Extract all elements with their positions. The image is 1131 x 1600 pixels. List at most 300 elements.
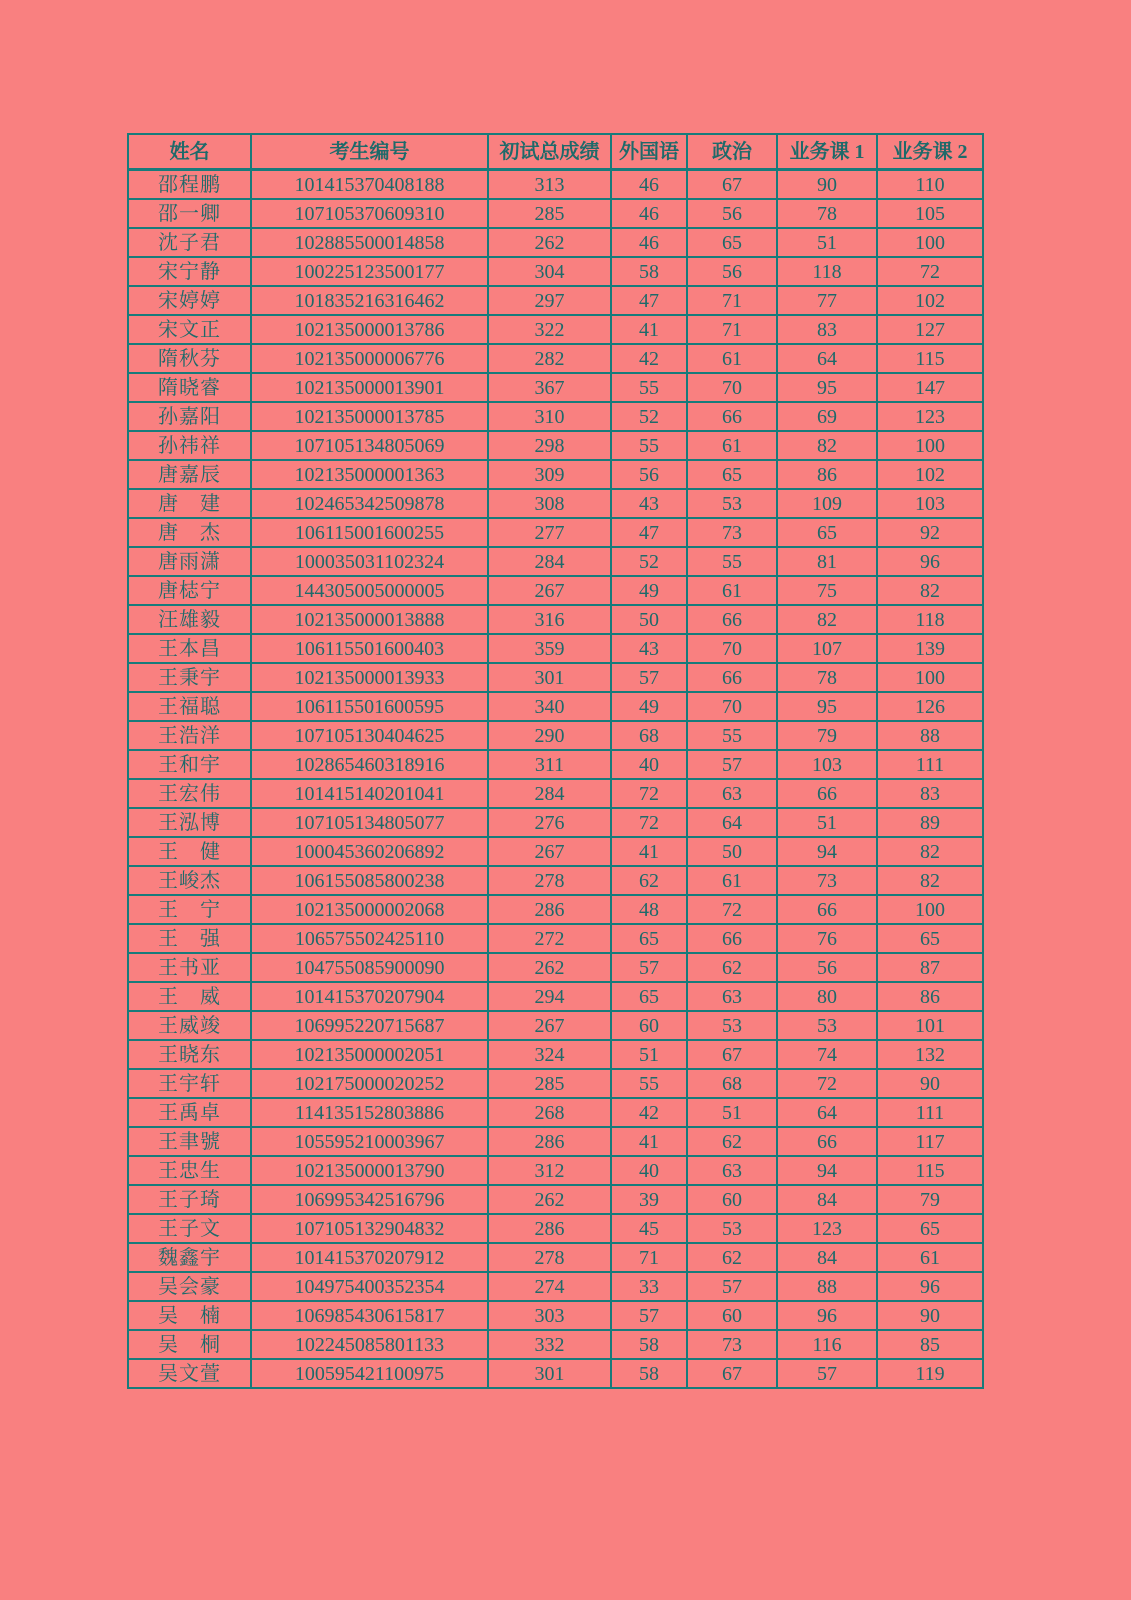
student-name: 王和宇 bbox=[128, 750, 251, 779]
candidate-number: 106985430615817 bbox=[251, 1301, 488, 1330]
foreign-language-score: 55 bbox=[611, 1069, 687, 1098]
student-name: 吴文萱 bbox=[128, 1359, 251, 1388]
total-score: 303 bbox=[488, 1301, 611, 1330]
subject1-score: 94 bbox=[777, 837, 877, 866]
total-score: 304 bbox=[488, 257, 611, 286]
foreign-language-score: 60 bbox=[611, 1011, 687, 1040]
politics-score: 63 bbox=[687, 779, 777, 808]
total-score: 298 bbox=[488, 431, 611, 460]
subject1-score: 56 bbox=[777, 953, 877, 982]
total-score: 290 bbox=[488, 721, 611, 750]
politics-score: 71 bbox=[687, 286, 777, 315]
subject2-score: 96 bbox=[877, 1272, 983, 1301]
student-name: 王峻杰 bbox=[128, 866, 251, 895]
foreign-language-score: 56 bbox=[611, 460, 687, 489]
subject2-score: 82 bbox=[877, 576, 983, 605]
subject1-score: 107 bbox=[777, 634, 877, 663]
politics-score: 67 bbox=[687, 1040, 777, 1069]
student-name: 王 健 bbox=[128, 837, 251, 866]
student-name: 宋文正 bbox=[128, 315, 251, 344]
total-score: 332 bbox=[488, 1330, 611, 1359]
student-name: 王子文 bbox=[128, 1214, 251, 1243]
student-name: 王秉宇 bbox=[128, 663, 251, 692]
candidate-number: 104975400352354 bbox=[251, 1272, 488, 1301]
foreign-language-score: 46 bbox=[611, 228, 687, 257]
table-row bbox=[128, 1185, 983, 1214]
subject2-score: 100 bbox=[877, 895, 983, 924]
foreign-language-score: 55 bbox=[611, 431, 687, 460]
candidate-number: 114135152803886 bbox=[251, 1098, 488, 1127]
foreign-language-score: 41 bbox=[611, 837, 687, 866]
table-row bbox=[128, 170, 983, 200]
table-row bbox=[128, 721, 983, 750]
politics-score: 57 bbox=[687, 1272, 777, 1301]
total-score: 286 bbox=[488, 1127, 611, 1156]
table-row bbox=[128, 1069, 983, 1098]
table-row bbox=[128, 837, 983, 866]
candidate-number: 101415140201041 bbox=[251, 779, 488, 808]
foreign-language-score: 48 bbox=[611, 895, 687, 924]
politics-score: 66 bbox=[687, 663, 777, 692]
foreign-language-score: 52 bbox=[611, 402, 687, 431]
subject2-score: 86 bbox=[877, 982, 983, 1011]
subject1-score: 95 bbox=[777, 373, 877, 402]
student-name: 王泓博 bbox=[128, 808, 251, 837]
total-score: 316 bbox=[488, 605, 611, 634]
table-row bbox=[128, 547, 983, 576]
total-score: 310 bbox=[488, 402, 611, 431]
subject2-score: 82 bbox=[877, 837, 983, 866]
total-score: 322 bbox=[488, 315, 611, 344]
politics-score: 62 bbox=[687, 1127, 777, 1156]
candidate-number: 106115501600403 bbox=[251, 634, 488, 663]
politics-score: 70 bbox=[687, 692, 777, 721]
politics-score: 56 bbox=[687, 257, 777, 286]
politics-score: 55 bbox=[687, 547, 777, 576]
subject1-score: 66 bbox=[777, 1127, 877, 1156]
politics-score: 64 bbox=[687, 808, 777, 837]
subject1-score: 90 bbox=[777, 170, 877, 200]
table-row bbox=[128, 1272, 983, 1301]
candidate-number: 107105370609310 bbox=[251, 199, 488, 228]
table-row bbox=[128, 634, 983, 663]
politics-score: 66 bbox=[687, 924, 777, 953]
candidate-number: 102865460318916 bbox=[251, 750, 488, 779]
subject1-score: 53 bbox=[777, 1011, 877, 1040]
total-score: 285 bbox=[488, 199, 611, 228]
subject2-score: 123 bbox=[877, 402, 983, 431]
foreign-language-score: 49 bbox=[611, 576, 687, 605]
subject1-score: 81 bbox=[777, 547, 877, 576]
subject2-score: 118 bbox=[877, 605, 983, 634]
foreign-language-score: 47 bbox=[611, 286, 687, 315]
subject1-score: 116 bbox=[777, 1330, 877, 1359]
subject2-score: 72 bbox=[877, 257, 983, 286]
table-header bbox=[128, 134, 983, 170]
foreign-language-score: 72 bbox=[611, 808, 687, 837]
politics-score: 70 bbox=[687, 373, 777, 402]
foreign-language-score: 57 bbox=[611, 1301, 687, 1330]
table-row bbox=[128, 460, 983, 489]
table-row bbox=[128, 1011, 983, 1040]
student-name: 沈子君 bbox=[128, 228, 251, 257]
politics-score: 61 bbox=[687, 866, 777, 895]
candidate-number: 144305005000005 bbox=[251, 576, 488, 605]
subject2-score: 102 bbox=[877, 460, 983, 489]
subject1-score: 51 bbox=[777, 808, 877, 837]
candidate-number: 101415370408188 bbox=[251, 170, 488, 200]
politics-score: 60 bbox=[687, 1185, 777, 1214]
student-name: 宋宁静 bbox=[128, 257, 251, 286]
student-name: 唐 杰 bbox=[128, 518, 251, 547]
politics-score: 50 bbox=[687, 837, 777, 866]
politics-score: 72 bbox=[687, 895, 777, 924]
politics-score: 61 bbox=[687, 576, 777, 605]
foreign-language-score: 57 bbox=[611, 953, 687, 982]
subject1-score: 96 bbox=[777, 1301, 877, 1330]
subject1-score: 103 bbox=[777, 750, 877, 779]
candidate-number: 100225123500177 bbox=[251, 257, 488, 286]
student-name: 隋秋芬 bbox=[128, 344, 251, 373]
politics-score: 66 bbox=[687, 402, 777, 431]
foreign-language-score: 58 bbox=[611, 257, 687, 286]
candidate-number: 102135000006776 bbox=[251, 344, 488, 373]
foreign-language-score: 65 bbox=[611, 982, 687, 1011]
foreign-language-score: 40 bbox=[611, 1156, 687, 1185]
foreign-language-score: 65 bbox=[611, 924, 687, 953]
foreign-language-score: 68 bbox=[611, 721, 687, 750]
politics-score: 65 bbox=[687, 228, 777, 257]
subject1-score: 82 bbox=[777, 605, 877, 634]
politics-score: 61 bbox=[687, 344, 777, 373]
subject2-score: 132 bbox=[877, 1040, 983, 1069]
subject2-score: 90 bbox=[877, 1301, 983, 1330]
subject2-score: 61 bbox=[877, 1243, 983, 1272]
candidate-number: 106155085800238 bbox=[251, 866, 488, 895]
student-name: 王书亚 bbox=[128, 953, 251, 982]
politics-score: 53 bbox=[687, 1011, 777, 1040]
subject2-score: 90 bbox=[877, 1069, 983, 1098]
table-row bbox=[128, 576, 983, 605]
candidate-number: 102135000013785 bbox=[251, 402, 488, 431]
subject1-score: 94 bbox=[777, 1156, 877, 1185]
foreign-language-score: 46 bbox=[611, 199, 687, 228]
table-row bbox=[128, 1214, 983, 1243]
subject2-score: 101 bbox=[877, 1011, 983, 1040]
politics-score: 53 bbox=[687, 489, 777, 518]
student-name: 魏鑫宇 bbox=[128, 1243, 251, 1272]
candidate-number: 102135000002051 bbox=[251, 1040, 488, 1069]
candidate-number: 102135000013901 bbox=[251, 373, 488, 402]
student-name: 隋晓睿 bbox=[128, 373, 251, 402]
total-score: 284 bbox=[488, 547, 611, 576]
subject2-score: 147 bbox=[877, 373, 983, 402]
total-score: 272 bbox=[488, 924, 611, 953]
subject2-score: 117 bbox=[877, 1127, 983, 1156]
student-name: 唐雨潇 bbox=[128, 547, 251, 576]
candidate-number: 102175000020252 bbox=[251, 1069, 488, 1098]
table-row bbox=[128, 286, 983, 315]
student-name: 王宏伟 bbox=[128, 779, 251, 808]
politics-score: 60 bbox=[687, 1301, 777, 1330]
subject2-score: 115 bbox=[877, 1156, 983, 1185]
subject1-score: 69 bbox=[777, 402, 877, 431]
column-header-name: 姓名 bbox=[128, 134, 251, 170]
student-name: 王浩洋 bbox=[128, 721, 251, 750]
subject2-score: 111 bbox=[877, 750, 983, 779]
student-name: 王子琦 bbox=[128, 1185, 251, 1214]
total-score: 301 bbox=[488, 1359, 611, 1388]
subject1-score: 64 bbox=[777, 1098, 877, 1127]
subject2-score: 88 bbox=[877, 721, 983, 750]
politics-score: 71 bbox=[687, 315, 777, 344]
candidate-number: 102135000013786 bbox=[251, 315, 488, 344]
total-score: 278 bbox=[488, 866, 611, 895]
politics-score: 51 bbox=[687, 1098, 777, 1127]
foreign-language-score: 58 bbox=[611, 1330, 687, 1359]
candidate-number: 107105130404625 bbox=[251, 721, 488, 750]
foreign-language-score: 57 bbox=[611, 663, 687, 692]
table-body bbox=[128, 170, 983, 1389]
student-name: 吴 桐 bbox=[128, 1330, 251, 1359]
total-score: 277 bbox=[488, 518, 611, 547]
subject1-score: 73 bbox=[777, 866, 877, 895]
subject2-score: 83 bbox=[877, 779, 983, 808]
candidate-number: 104755085900090 bbox=[251, 953, 488, 982]
subject2-score: 92 bbox=[877, 518, 983, 547]
candidate-number: 106995220715687 bbox=[251, 1011, 488, 1040]
subject1-score: 82 bbox=[777, 431, 877, 460]
politics-score: 57 bbox=[687, 750, 777, 779]
column-header-foreign-language: 外国语 bbox=[611, 134, 687, 170]
total-score: 262 bbox=[488, 953, 611, 982]
subject1-score: 66 bbox=[777, 779, 877, 808]
politics-score: 62 bbox=[687, 1243, 777, 1272]
student-name: 王 宁 bbox=[128, 895, 251, 924]
politics-score: 56 bbox=[687, 199, 777, 228]
subject2-score: 82 bbox=[877, 866, 983, 895]
student-name: 王 威 bbox=[128, 982, 251, 1011]
student-name: 邵一卿 bbox=[128, 199, 251, 228]
subject2-score: 85 bbox=[877, 1330, 983, 1359]
student-name: 王禹卓 bbox=[128, 1098, 251, 1127]
student-name: 王忠生 bbox=[128, 1156, 251, 1185]
foreign-language-score: 55 bbox=[611, 373, 687, 402]
candidate-number: 100035031102324 bbox=[251, 547, 488, 576]
student-name: 王宇轩 bbox=[128, 1069, 251, 1098]
student-name: 吴会豪 bbox=[128, 1272, 251, 1301]
subject1-score: 77 bbox=[777, 286, 877, 315]
student-name: 邵程鹏 bbox=[128, 170, 251, 200]
candidate-number: 106115501600595 bbox=[251, 692, 488, 721]
subject2-score: 100 bbox=[877, 663, 983, 692]
politics-score: 70 bbox=[687, 634, 777, 663]
foreign-language-score: 40 bbox=[611, 750, 687, 779]
subject1-score: 118 bbox=[777, 257, 877, 286]
table-row bbox=[128, 750, 983, 779]
subject1-score: 76 bbox=[777, 924, 877, 953]
table-row bbox=[128, 373, 983, 402]
table-row bbox=[128, 895, 983, 924]
foreign-language-score: 72 bbox=[611, 779, 687, 808]
politics-score: 66 bbox=[687, 605, 777, 634]
candidate-number: 106575502425110 bbox=[251, 924, 488, 953]
total-score: 285 bbox=[488, 1069, 611, 1098]
student-name: 唐 建 bbox=[128, 489, 251, 518]
subject1-score: 64 bbox=[777, 344, 877, 373]
subject2-score: 89 bbox=[877, 808, 983, 837]
table-row bbox=[128, 1098, 983, 1127]
subject1-score: 95 bbox=[777, 692, 877, 721]
subject1-score: 84 bbox=[777, 1185, 877, 1214]
candidate-number: 107105134805077 bbox=[251, 808, 488, 837]
total-score: 284 bbox=[488, 779, 611, 808]
total-score: 313 bbox=[488, 170, 611, 200]
table-row bbox=[128, 257, 983, 286]
foreign-language-score: 71 bbox=[611, 1243, 687, 1272]
foreign-language-score: 43 bbox=[611, 634, 687, 663]
subject2-score: 119 bbox=[877, 1359, 983, 1388]
student-name: 王福聪 bbox=[128, 692, 251, 721]
total-score: 340 bbox=[488, 692, 611, 721]
student-name: 王晓东 bbox=[128, 1040, 251, 1069]
total-score: 278 bbox=[488, 1243, 611, 1272]
table-row bbox=[128, 199, 983, 228]
foreign-language-score: 42 bbox=[611, 344, 687, 373]
candidate-number: 107105132904832 bbox=[251, 1214, 488, 1243]
header-row bbox=[128, 134, 983, 170]
total-score: 267 bbox=[488, 1011, 611, 1040]
table-row bbox=[128, 982, 983, 1011]
subject2-score: 127 bbox=[877, 315, 983, 344]
foreign-language-score: 41 bbox=[611, 315, 687, 344]
politics-score: 55 bbox=[687, 721, 777, 750]
candidate-number: 102135000013888 bbox=[251, 605, 488, 634]
table-row bbox=[128, 1156, 983, 1185]
subject1-score: 66 bbox=[777, 895, 877, 924]
table-row bbox=[128, 431, 983, 460]
subject1-score: 74 bbox=[777, 1040, 877, 1069]
foreign-language-score: 62 bbox=[611, 866, 687, 895]
total-score: 267 bbox=[488, 837, 611, 866]
total-score: 262 bbox=[488, 228, 611, 257]
foreign-language-score: 42 bbox=[611, 1098, 687, 1127]
student-name: 宋婷婷 bbox=[128, 286, 251, 315]
politics-score: 53 bbox=[687, 1214, 777, 1243]
candidate-number: 102245085801133 bbox=[251, 1330, 488, 1359]
total-score: 262 bbox=[488, 1185, 611, 1214]
candidate-number: 102135000013933 bbox=[251, 663, 488, 692]
candidate-number: 100595421100975 bbox=[251, 1359, 488, 1388]
total-score: 282 bbox=[488, 344, 611, 373]
column-header-total-score: 初试总成绩 bbox=[488, 134, 611, 170]
candidate-number: 102465342509878 bbox=[251, 489, 488, 518]
foreign-language-score: 58 bbox=[611, 1359, 687, 1388]
table-row bbox=[128, 692, 983, 721]
politics-score: 63 bbox=[687, 1156, 777, 1185]
total-score: 286 bbox=[488, 895, 611, 924]
foreign-language-score: 49 bbox=[611, 692, 687, 721]
subject2-score: 126 bbox=[877, 692, 983, 721]
table-row bbox=[128, 402, 983, 431]
candidate-number: 102135000013790 bbox=[251, 1156, 488, 1185]
total-score: 286 bbox=[488, 1214, 611, 1243]
foreign-language-score: 46 bbox=[611, 170, 687, 200]
candidate-number: 101415370207912 bbox=[251, 1243, 488, 1272]
foreign-language-score: 39 bbox=[611, 1185, 687, 1214]
table-row bbox=[128, 1040, 983, 1069]
foreign-language-score: 50 bbox=[611, 605, 687, 634]
candidate-number: 102885500014858 bbox=[251, 228, 488, 257]
foreign-language-score: 43 bbox=[611, 489, 687, 518]
politics-score: 73 bbox=[687, 1330, 777, 1359]
total-score: 311 bbox=[488, 750, 611, 779]
column-header-subject2: 业务课 2 bbox=[877, 134, 983, 170]
candidate-number: 101835216316462 bbox=[251, 286, 488, 315]
total-score: 359 bbox=[488, 634, 611, 663]
foreign-language-score: 47 bbox=[611, 518, 687, 547]
subject1-score: 65 bbox=[777, 518, 877, 547]
column-header-candidate-number: 考生编号 bbox=[251, 134, 488, 170]
subject1-score: 86 bbox=[777, 460, 877, 489]
table-row bbox=[128, 489, 983, 518]
foreign-language-score: 41 bbox=[611, 1127, 687, 1156]
foreign-language-score: 52 bbox=[611, 547, 687, 576]
politics-score: 62 bbox=[687, 953, 777, 982]
subject2-score: 105 bbox=[877, 199, 983, 228]
candidate-number: 106115001600255 bbox=[251, 518, 488, 547]
politics-score: 73 bbox=[687, 518, 777, 547]
foreign-language-score: 51 bbox=[611, 1040, 687, 1069]
table-row bbox=[128, 228, 983, 257]
column-header-subject1: 业务课 1 bbox=[777, 134, 877, 170]
table-row bbox=[128, 1330, 983, 1359]
table-row bbox=[128, 808, 983, 837]
table-row bbox=[128, 866, 983, 895]
table-row bbox=[128, 1359, 983, 1388]
subject2-score: 103 bbox=[877, 489, 983, 518]
student-name: 孙祎祥 bbox=[128, 431, 251, 460]
subject2-score: 100 bbox=[877, 431, 983, 460]
subject1-score: 109 bbox=[777, 489, 877, 518]
subject1-score: 84 bbox=[777, 1243, 877, 1272]
politics-score: 67 bbox=[687, 1359, 777, 1388]
table-row bbox=[128, 663, 983, 692]
subject1-score: 88 bbox=[777, 1272, 877, 1301]
student-name: 吴 楠 bbox=[128, 1301, 251, 1330]
subject1-score: 75 bbox=[777, 576, 877, 605]
subject2-score: 87 bbox=[877, 953, 983, 982]
scores-table bbox=[127, 133, 984, 1389]
table-row bbox=[128, 1127, 983, 1156]
politics-score: 67 bbox=[687, 170, 777, 200]
total-score: 274 bbox=[488, 1272, 611, 1301]
table-row bbox=[128, 344, 983, 373]
subject1-score: 51 bbox=[777, 228, 877, 257]
foreign-language-score: 45 bbox=[611, 1214, 687, 1243]
candidate-number: 102135000002068 bbox=[251, 895, 488, 924]
student-name: 唐梽宁 bbox=[128, 576, 251, 605]
total-score: 297 bbox=[488, 286, 611, 315]
total-score: 294 bbox=[488, 982, 611, 1011]
total-score: 312 bbox=[488, 1156, 611, 1185]
candidate-number: 102135000001363 bbox=[251, 460, 488, 489]
table-row bbox=[128, 924, 983, 953]
total-score: 309 bbox=[488, 460, 611, 489]
table-row bbox=[128, 953, 983, 982]
subject2-score: 102 bbox=[877, 286, 983, 315]
subject1-score: 123 bbox=[777, 1214, 877, 1243]
